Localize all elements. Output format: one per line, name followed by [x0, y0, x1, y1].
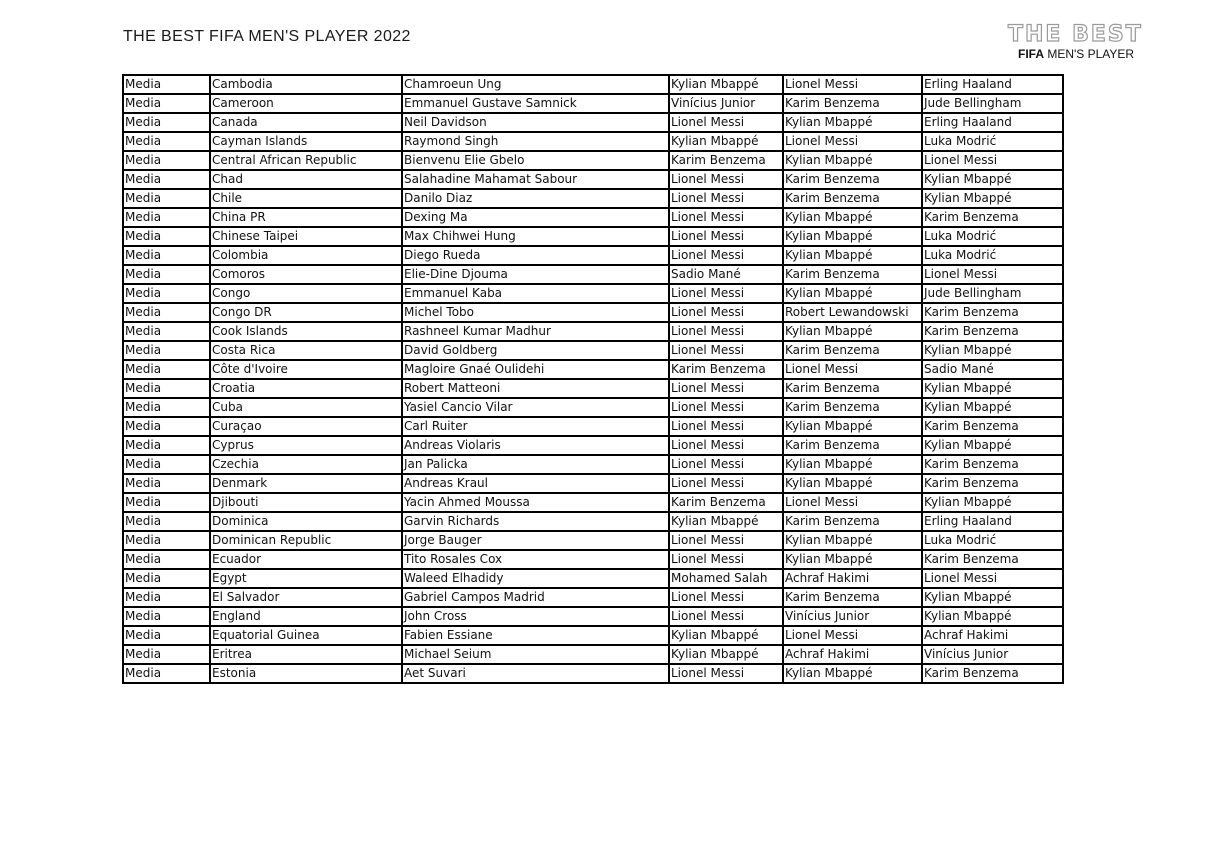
second-choice-cell: Karim Benzema	[783, 398, 922, 417]
table-row	[123, 436, 1063, 455]
category-cell: Media	[123, 417, 210, 436]
table-row	[123, 398, 1063, 417]
third-choice-cell: Sadio Mané	[922, 360, 1063, 379]
table-row	[123, 132, 1063, 151]
country-cell: Cambodia	[210, 75, 402, 94]
voter-cell: Emmanuel Gustave Samnick	[402, 94, 669, 113]
voter-cell: Diego Rueda	[402, 246, 669, 265]
category-cell: Media	[123, 360, 210, 379]
category-cell: Media	[123, 512, 210, 531]
category-cell: Media	[123, 550, 210, 569]
voter-cell: David Goldberg	[402, 341, 669, 360]
country-cell: Djibouti	[210, 493, 402, 512]
third-choice-cell: Kylian Mbappé	[922, 436, 1063, 455]
table-row	[123, 531, 1063, 550]
category-cell: Media	[123, 113, 210, 132]
country-cell: Curaçao	[210, 417, 402, 436]
second-choice-cell: Karim Benzema	[783, 588, 922, 607]
third-choice-cell: Kylian Mbappé	[922, 398, 1063, 417]
table-row	[123, 455, 1063, 474]
second-choice-cell: Kylian Mbappé	[783, 151, 922, 170]
third-choice-cell: Vinícius Junior	[922, 645, 1063, 664]
voter-cell: Jorge Bauger	[402, 531, 669, 550]
second-choice-cell: Kylian Mbappé	[783, 284, 922, 303]
category-cell: Media	[123, 208, 210, 227]
table-row	[123, 75, 1063, 94]
second-choice-cell: Karim Benzema	[783, 265, 922, 284]
logo-subtitle-bold: FIFA	[1018, 47, 1044, 61]
table-row	[123, 303, 1063, 322]
country-cell: Croatia	[210, 379, 402, 398]
country-cell: Côte d'Ivoire	[210, 360, 402, 379]
first-choice-cell: Lionel Messi	[669, 227, 783, 246]
category-cell: Media	[123, 265, 210, 284]
category-cell: Media	[123, 493, 210, 512]
country-cell: Costa Rica	[210, 341, 402, 360]
category-cell: Media	[123, 151, 210, 170]
second-choice-cell: Karim Benzema	[783, 94, 922, 113]
table-row	[123, 246, 1063, 265]
country-cell: Eritrea	[210, 645, 402, 664]
second-choice-cell: Kylian Mbappé	[783, 246, 922, 265]
voter-cell: Fabien Essiane	[402, 626, 669, 645]
table-row	[123, 284, 1063, 303]
voter-cell: Jan Palicka	[402, 455, 669, 474]
country-cell: Czechia	[210, 455, 402, 474]
country-cell: Comoros	[210, 265, 402, 284]
third-choice-cell: Luka Modrić	[922, 531, 1063, 550]
third-choice-cell: Kylian Mbappé	[922, 588, 1063, 607]
second-choice-cell: Achraf Hakimi	[783, 645, 922, 664]
voter-cell: Yasiel Cancio Vilar	[402, 398, 669, 417]
table-row	[123, 94, 1063, 113]
category-cell: Media	[123, 588, 210, 607]
second-choice-cell: Lionel Messi	[783, 360, 922, 379]
third-choice-cell: Luka Modrić	[922, 227, 1063, 246]
country-cell: Ecuador	[210, 550, 402, 569]
country-cell: Equatorial Guinea	[210, 626, 402, 645]
category-cell: Media	[123, 170, 210, 189]
first-choice-cell: Lionel Messi	[669, 208, 783, 227]
second-choice-cell: Kylian Mbappé	[783, 531, 922, 550]
first-choice-cell: Karim Benzema	[669, 360, 783, 379]
category-cell: Media	[123, 227, 210, 246]
category-cell: Media	[123, 284, 210, 303]
logo-subtitle	[1018, 47, 1134, 61]
third-choice-cell: Kylian Mbappé	[922, 607, 1063, 626]
voter-cell: Yacin Ahmed Moussa	[402, 493, 669, 512]
page-title: THE BEST FIFA MEN'S PLAYER 2022	[123, 28, 411, 45]
third-choice-cell: Achraf Hakimi	[922, 626, 1063, 645]
category-cell: Media	[123, 455, 210, 474]
second-choice-cell: Lionel Messi	[783, 626, 922, 645]
country-cell: Cyprus	[210, 436, 402, 455]
second-choice-cell: Achraf Hakimi	[783, 569, 922, 588]
category-cell: Media	[123, 569, 210, 588]
country-cell: Chile	[210, 189, 402, 208]
second-choice-cell: Karim Benzema	[783, 341, 922, 360]
first-choice-cell: Kylian Mbappé	[669, 75, 783, 94]
first-choice-cell: Lionel Messi	[669, 189, 783, 208]
first-choice-cell: Lionel Messi	[669, 379, 783, 398]
third-choice-cell: Karim Benzema	[922, 474, 1063, 493]
table-row	[123, 550, 1063, 569]
voter-cell: Carl Ruiter	[402, 417, 669, 436]
table-row	[123, 341, 1063, 360]
table-row	[123, 588, 1063, 607]
category-cell: Media	[123, 303, 210, 322]
country-cell: Colombia	[210, 246, 402, 265]
voter-cell: Gabriel Campos Madrid	[402, 588, 669, 607]
country-cell: Cuba	[210, 398, 402, 417]
country-cell: Cook Islands	[210, 322, 402, 341]
second-choice-cell: Karim Benzema	[783, 379, 922, 398]
third-choice-cell: Luka Modrić	[922, 246, 1063, 265]
third-choice-cell: Erling Haaland	[922, 512, 1063, 531]
second-choice-cell: Kylian Mbappé	[783, 474, 922, 493]
country-cell: Congo	[210, 284, 402, 303]
third-choice-cell: Karim Benzema	[922, 322, 1063, 341]
third-choice-cell: Lionel Messi	[922, 569, 1063, 588]
first-choice-cell: Mohamed Salah	[669, 569, 783, 588]
category-cell: Media	[123, 94, 210, 113]
category-cell: Media	[123, 322, 210, 341]
voter-cell: Bienvenu Elie Gbelo	[402, 151, 669, 170]
second-choice-cell: Vinícius Junior	[783, 607, 922, 626]
table-row	[123, 170, 1063, 189]
table-row	[123, 189, 1063, 208]
country-cell: El Salvador	[210, 588, 402, 607]
country-cell: Canada	[210, 113, 402, 132]
third-choice-cell: Jude Bellingham	[922, 284, 1063, 303]
third-choice-cell: Lionel Messi	[922, 265, 1063, 284]
table-row	[123, 113, 1063, 132]
third-choice-cell: Lionel Messi	[922, 151, 1063, 170]
third-choice-cell: Erling Haaland	[922, 113, 1063, 132]
first-choice-cell: Kylian Mbappé	[669, 132, 783, 151]
third-choice-cell: Kylian Mbappé	[922, 379, 1063, 398]
second-choice-cell: Kylian Mbappé	[783, 227, 922, 246]
first-choice-cell: Lionel Messi	[669, 550, 783, 569]
voter-cell: Raymond Singh	[402, 132, 669, 151]
table-row	[123, 626, 1063, 645]
table-row	[123, 265, 1063, 284]
first-choice-cell: Lionel Messi	[669, 417, 783, 436]
category-cell: Media	[123, 474, 210, 493]
voter-cell: Michel Tobo	[402, 303, 669, 322]
second-choice-cell: Kylian Mbappé	[783, 664, 922, 683]
category-cell: Media	[123, 398, 210, 417]
category-cell: Media	[123, 607, 210, 626]
third-choice-cell: Erling Haaland	[922, 75, 1063, 94]
third-choice-cell: Kylian Mbappé	[922, 341, 1063, 360]
table-row	[123, 607, 1063, 626]
category-cell: Media	[123, 246, 210, 265]
country-cell: Cameroon	[210, 94, 402, 113]
voter-cell: Danilo Diaz	[402, 189, 669, 208]
voter-cell: Andreas Kraul	[402, 474, 669, 493]
voter-cell: Tito Rosales Cox	[402, 550, 669, 569]
first-choice-cell: Lionel Messi	[669, 588, 783, 607]
category-cell: Media	[123, 75, 210, 94]
table-row	[123, 493, 1063, 512]
voter-cell: Emmanuel Kaba	[402, 284, 669, 303]
votes-table-body	[123, 75, 1063, 683]
first-choice-cell: Lionel Messi	[669, 246, 783, 265]
voter-cell: Magloire Gnaé Oulidehi	[402, 360, 669, 379]
third-choice-cell: Karim Benzema	[922, 455, 1063, 474]
second-choice-cell: Karim Benzema	[783, 512, 922, 531]
second-choice-cell: Lionel Messi	[783, 132, 922, 151]
third-choice-cell: Karim Benzema	[922, 303, 1063, 322]
voter-cell: Garvin Richards	[402, 512, 669, 531]
table-row	[123, 151, 1063, 170]
country-cell: Chinese Taipei	[210, 227, 402, 246]
voter-cell: Rashneel Kumar Madhur	[402, 322, 669, 341]
table-row	[123, 512, 1063, 531]
second-choice-cell: Kylian Mbappé	[783, 417, 922, 436]
second-choice-cell: Kylian Mbappé	[783, 208, 922, 227]
category-cell: Media	[123, 436, 210, 455]
category-cell: Media	[123, 189, 210, 208]
first-choice-cell: Lionel Messi	[669, 455, 783, 474]
first-choice-cell: Lionel Messi	[669, 341, 783, 360]
logo-subtitle-rest: MEN'S PLAYER	[1044, 47, 1135, 61]
second-choice-cell: Lionel Messi	[783, 75, 922, 94]
first-choice-cell: Karim Benzema	[669, 493, 783, 512]
third-choice-cell: Karim Benzema	[922, 417, 1063, 436]
first-choice-cell: Karim Benzema	[669, 151, 783, 170]
first-choice-cell: Lionel Messi	[669, 607, 783, 626]
second-choice-cell: Karim Benzema	[783, 189, 922, 208]
table-row	[123, 645, 1063, 664]
first-choice-cell: Lionel Messi	[669, 398, 783, 417]
first-choice-cell: Kylian Mbappé	[669, 512, 783, 531]
country-cell: Dominican Republic	[210, 531, 402, 550]
voter-cell: Andreas Violaris	[402, 436, 669, 455]
first-choice-cell: Lionel Messi	[669, 284, 783, 303]
first-choice-cell: Lionel Messi	[669, 531, 783, 550]
category-cell: Media	[123, 645, 210, 664]
table-row	[123, 569, 1063, 588]
second-choice-cell: Kylian Mbappé	[783, 550, 922, 569]
voter-cell: Aet Suvari	[402, 664, 669, 683]
category-cell: Media	[123, 626, 210, 645]
third-choice-cell: Karim Benzema	[922, 550, 1063, 569]
the-best-logo	[1004, 22, 1154, 66]
country-cell: England	[210, 607, 402, 626]
category-cell: Media	[123, 531, 210, 550]
country-cell: China PR	[210, 208, 402, 227]
second-choice-cell: Kylian Mbappé	[783, 455, 922, 474]
second-choice-cell: Robert Lewandowski	[783, 303, 922, 322]
third-choice-cell: Luka Modrić	[922, 132, 1063, 151]
third-choice-cell: Kylian Mbappé	[922, 493, 1063, 512]
country-cell: Denmark	[210, 474, 402, 493]
first-choice-cell: Kylian Mbappé	[669, 626, 783, 645]
voter-cell: Neil Davidson	[402, 113, 669, 132]
third-choice-cell: Karim Benzema	[922, 208, 1063, 227]
third-choice-cell: Jude Bellingham	[922, 94, 1063, 113]
country-cell: Dominica	[210, 512, 402, 531]
voter-cell: Max Chihwei Hung	[402, 227, 669, 246]
first-choice-cell: Lionel Messi	[669, 303, 783, 322]
category-cell: Media	[123, 664, 210, 683]
first-choice-cell: Lionel Messi	[669, 170, 783, 189]
table-row	[123, 360, 1063, 379]
table-row	[123, 417, 1063, 436]
second-choice-cell: Karim Benzema	[783, 170, 922, 189]
second-choice-cell: Kylian Mbappé	[783, 322, 922, 341]
country-cell: Estonia	[210, 664, 402, 683]
category-cell: Media	[123, 379, 210, 398]
table-row	[123, 322, 1063, 341]
table-row	[123, 208, 1063, 227]
first-choice-cell: Lionel Messi	[669, 113, 783, 132]
voter-cell: Salahadine Mahamat Sabour	[402, 170, 669, 189]
voter-cell: Waleed Elhadidy	[402, 569, 669, 588]
country-cell: Central African Republic	[210, 151, 402, 170]
table-row	[123, 664, 1063, 683]
category-cell: Media	[123, 341, 210, 360]
country-cell: Egypt	[210, 569, 402, 588]
country-cell: Cayman Islands	[210, 132, 402, 151]
table-row	[123, 227, 1063, 246]
first-choice-cell: Lionel Messi	[669, 474, 783, 493]
country-cell: Chad	[210, 170, 402, 189]
first-choice-cell: Kylian Mbappé	[669, 645, 783, 664]
third-choice-cell: Kylian Mbappé	[922, 189, 1063, 208]
first-choice-cell: Sadio Mané	[669, 265, 783, 284]
table-row	[123, 474, 1063, 493]
third-choice-cell: Karim Benzema	[922, 664, 1063, 683]
country-cell: Congo DR	[210, 303, 402, 322]
logo-wordmark: THE BEST	[1008, 22, 1143, 47]
second-choice-cell: Kylian Mbappé	[783, 113, 922, 132]
category-cell: Media	[123, 132, 210, 151]
second-choice-cell: Karim Benzema	[783, 436, 922, 455]
table-row	[123, 379, 1063, 398]
second-choice-cell: Lionel Messi	[783, 493, 922, 512]
voter-cell: Chamroeun Ung	[402, 75, 669, 94]
voter-cell: Elie-Dine Djouma	[402, 265, 669, 284]
first-choice-cell: Vinícius Junior	[669, 94, 783, 113]
votes-table	[122, 74, 1064, 684]
third-choice-cell: Kylian Mbappé	[922, 170, 1063, 189]
voter-cell: John Cross	[402, 607, 669, 626]
first-choice-cell: Lionel Messi	[669, 664, 783, 683]
voter-cell: Michael Seium	[402, 645, 669, 664]
voter-cell: Dexing Ma	[402, 208, 669, 227]
first-choice-cell: Lionel Messi	[669, 322, 783, 341]
first-choice-cell: Lionel Messi	[669, 436, 783, 455]
voter-cell: Robert Matteoni	[402, 379, 669, 398]
